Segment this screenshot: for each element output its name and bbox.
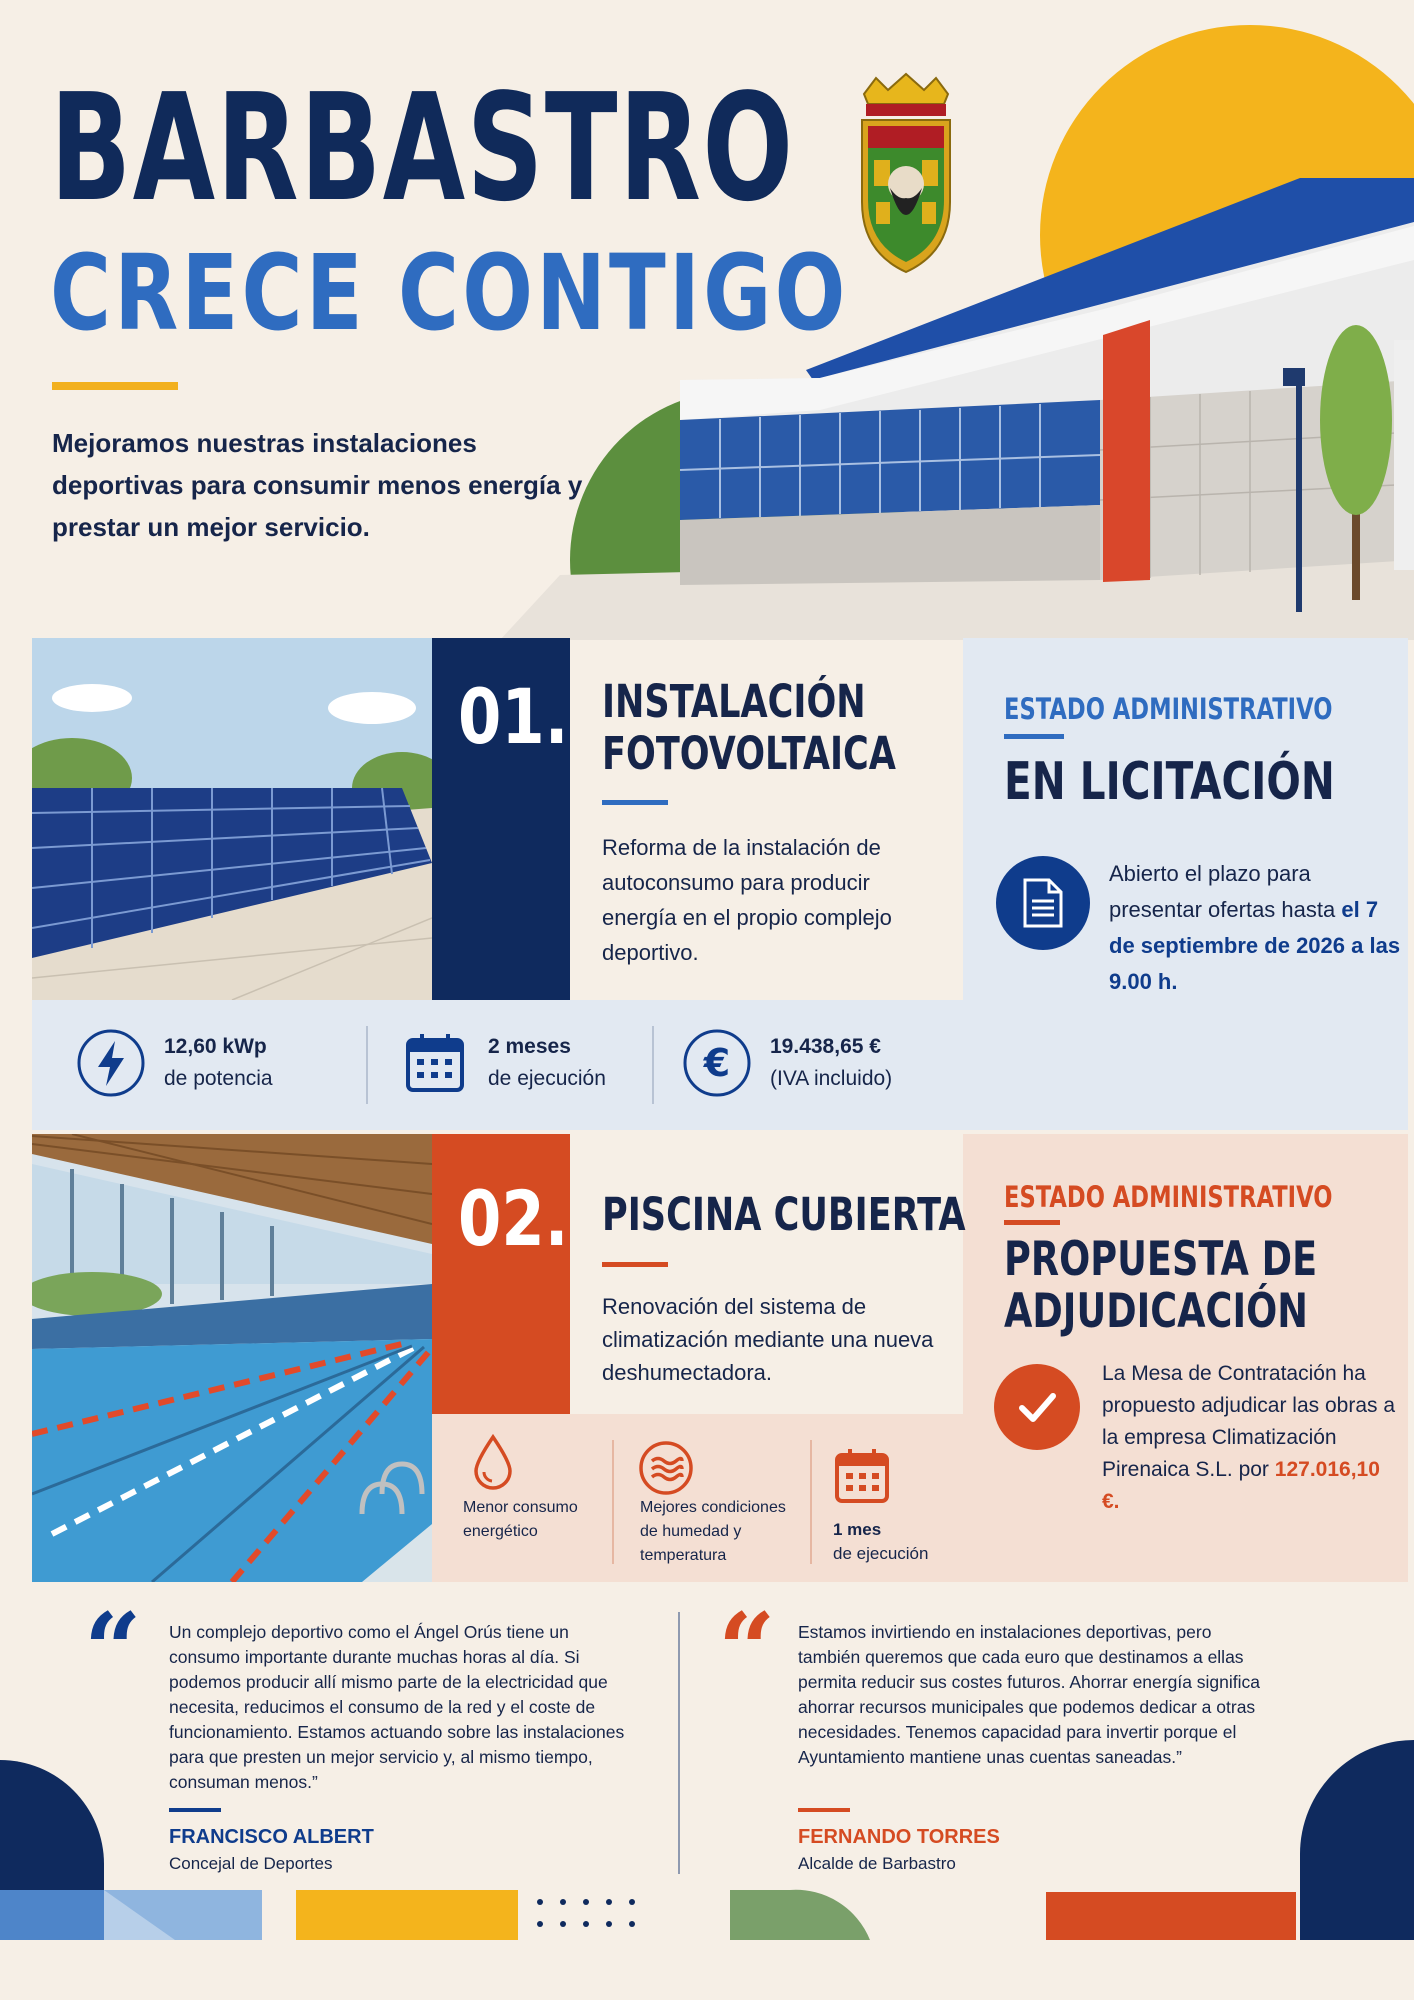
quote-mark-icon: “ xyxy=(84,1591,142,1709)
project1-title xyxy=(602,676,896,780)
title-underline xyxy=(52,382,178,390)
project1-status-text xyxy=(1109,856,1405,1000)
project1-stat-budget xyxy=(682,1028,892,1098)
waves-icon xyxy=(638,1440,694,1496)
stat-label: de ejecución xyxy=(833,1544,929,1563)
project2-title: PISCINA CUBIERTA xyxy=(602,1188,966,1241)
project1-status-rule xyxy=(1004,734,1064,739)
footer-decoration xyxy=(0,1740,1414,2000)
project2-rule xyxy=(602,1262,668,1267)
stat-value: 2 meses xyxy=(488,1035,571,1058)
page-subtitle: Mejoramos nuestras instalaciones deportivas para consumir menos energía y prestar un mejor servicio. xyxy=(52,428,583,542)
quote1-author: FRANCISCO ALBERT xyxy=(169,1826,374,1848)
stat-value: 1 mes xyxy=(833,1520,882,1539)
checkmark-icon xyxy=(994,1364,1080,1450)
solar-panels-photo xyxy=(32,638,432,1000)
document-icon xyxy=(996,856,1090,950)
page-title: BARBASTRO xyxy=(50,62,795,234)
project1-status-value: EN LICITACIÓN xyxy=(1004,752,1335,812)
project2-status-text xyxy=(1102,1358,1402,1518)
project2-number: 02. xyxy=(458,1174,569,1263)
project1-stat-power xyxy=(76,1028,273,1098)
svg-text:€: € xyxy=(703,1041,731,1085)
stat-value: 19.438,65 € xyxy=(770,1035,881,1058)
stat-label: de potencia xyxy=(164,1067,273,1090)
project2-description: Renovación del sistema de climatización mediante una nueva deshumectadora. xyxy=(602,1294,934,1385)
quote2-author: FERNANDO TORRES xyxy=(798,1826,1000,1848)
coat-of-arms-logo xyxy=(856,72,956,277)
quote-mark-icon: “ xyxy=(718,1591,776,1709)
euro-icon xyxy=(682,1028,752,1098)
divider xyxy=(652,1026,654,1104)
project2-status-value-line2: ADJUDICACIÓN xyxy=(1004,1284,1308,1339)
project2-stat-humidity: Mejores condiciones de humedad y temperatura xyxy=(640,1499,786,1564)
stat-value: 12,60 kWp xyxy=(164,1035,267,1058)
project1-title-line2: FOTOVOLTAICA xyxy=(602,727,896,780)
divider xyxy=(810,1440,812,1564)
quote2-role: Alcalde de Barbastro xyxy=(798,1854,956,1873)
project2-status-label: ESTADO ADMINISTRATIVO xyxy=(1004,1180,1333,1214)
project2-status-value-line1: PROPUESTA DE xyxy=(1004,1232,1318,1287)
page-title-secondary: CRECE CONTIGO xyxy=(50,232,849,354)
project2-status-value xyxy=(1004,1234,1317,1338)
project1-title-line1: INSTALACIÓN xyxy=(602,675,866,728)
divider xyxy=(366,1026,368,1104)
divider xyxy=(612,1440,614,1564)
project1-rule xyxy=(602,800,668,805)
project2-status-text-plain: La Mesa de Contratación ha propuesto adjudicar las obras a la empresa Climatización Pirenaica S.L. por xyxy=(1102,1362,1396,1481)
calendar-icon xyxy=(832,1446,892,1506)
project2-stat-energy: Menor consumo energético xyxy=(463,1499,578,1540)
project1-status-label: ESTADO ADMINISTRATIVO xyxy=(1004,692,1333,726)
lightning-icon xyxy=(76,1028,146,1098)
project1-number: 01. xyxy=(458,672,569,761)
quote1-role: Concejal de Deportes xyxy=(169,1854,333,1873)
stat-label: de ejecución xyxy=(488,1067,606,1090)
indoor-pool-photo xyxy=(32,1134,432,1582)
project1-description: Reforma de la instalación de autoconsumo para producir energía en el propio complejo deportivo. xyxy=(602,835,892,965)
calendar-icon xyxy=(400,1028,470,1098)
project1-stat-duration xyxy=(400,1028,606,1098)
stat-label: (IVA incluido) xyxy=(770,1067,893,1090)
project2-award-amount: 127.016,10 €. xyxy=(1102,1458,1380,1513)
project1-deadline: el 7 de septiembre de 2026 a las 9.00 h. xyxy=(1109,897,1401,994)
drop-icon xyxy=(470,1434,516,1490)
quote2-text: Estamos invirtiendo en instalaciones deportivas, pero también queremos que cada euro que destinamos a ellas permita reducir sus costes futuros. Ahorrar energía significa ahorrar recursos municipales que podemos dedicar a otras necesidades. Tenemos capacidad para invertir porque el Ayuntamiento mantiene unas cuentas saneadas.” xyxy=(798,1622,1261,1767)
quote1-text: Un complejo deportivo como el Ángel Orús tiene un consumo importante durante muchas horas al día. Si podemos producir allí mismo parte de la electricidad que necesita, reducimos el consumo de la red y el coste de funcionamiento. Estamos actuando sobre las instalaciones para que presten un mejor servicio y, al mismo tiempo, consuman menos.” xyxy=(169,1622,625,1792)
project1-status-text-plain: Abierto el plazo para presentar ofertas hasta xyxy=(1109,861,1336,922)
project2-status-rule xyxy=(1004,1220,1060,1225)
project2-stat-duration xyxy=(833,1518,953,1566)
